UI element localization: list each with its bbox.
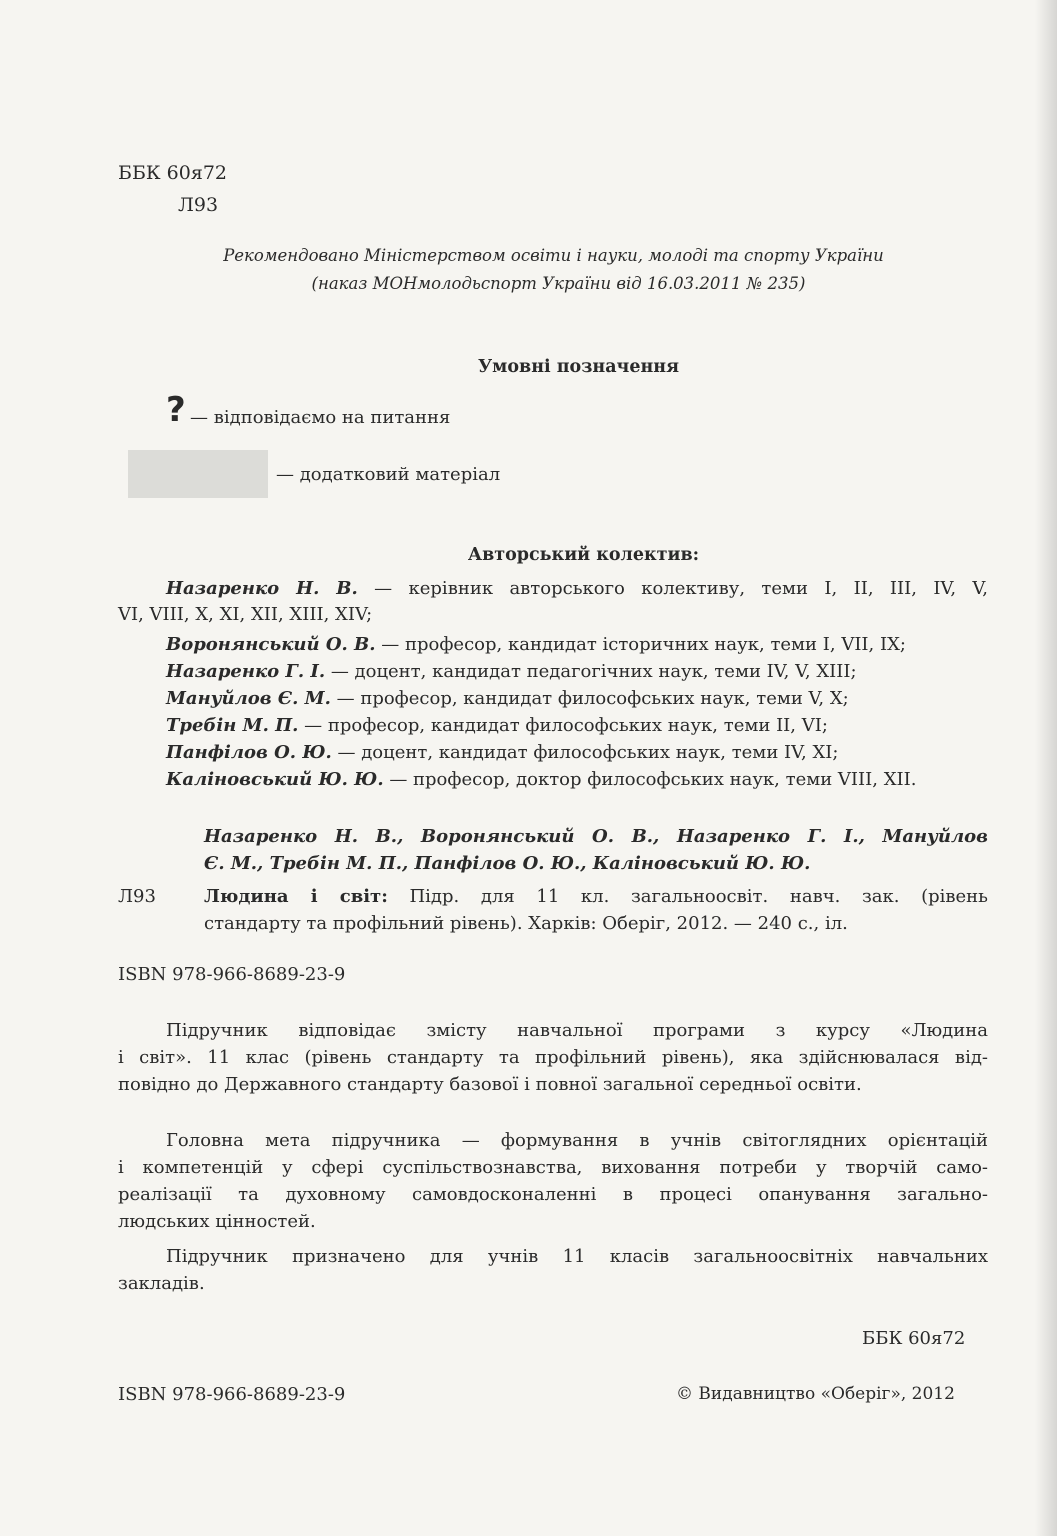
catalog-description: Підр. для 11 кл. загальноосвіт. навч. зак. (рівень (387, 886, 988, 907)
author-line (166, 634, 988, 655)
author-line (166, 688, 988, 709)
annotation-line: і світ». 11 клас (рівень стандарту та профільний рівень), яка здійснювалася від- (118, 1047, 988, 1068)
author-line (166, 769, 988, 790)
author-role: — професор, доктор философських наук, теми VIII, XII. (383, 769, 917, 790)
author-name: Воронянський О. В. (166, 634, 376, 655)
author-line (166, 742, 988, 763)
author-name: Каліновський Ю. Ю. (166, 769, 384, 790)
catalog-authors-line-1: Назаренко Н. В., Воронянський О. В., Назаренко Г. І., Мануйлов (204, 826, 988, 847)
legend-title: Умовні позначення (477, 357, 680, 377)
author-role: — професор, кандидат історичних наук, теми I, VII, IX; (375, 634, 906, 655)
book-title: Людина і світ: (204, 886, 388, 907)
author-name: Назаренко Н. В. (166, 578, 358, 599)
author-mark: Л93 (178, 194, 219, 216)
recommendation-line-2: (наказ МОНмолодьспорт України від 16.03.2011 № 235) (311, 274, 806, 293)
author-name: Требін М. П. (166, 715, 299, 736)
annotation-line: і компетенцій у сфері суспільствознавства, виховання потреби у творчій само- (118, 1157, 988, 1178)
author-line (166, 715, 988, 736)
author-line (166, 661, 988, 682)
author-role: VI, VIII, X, XI, XII, XIII, XIV; (118, 604, 373, 625)
legend-question-text: — відповідаємо на питання (190, 407, 451, 428)
scan-edge-shadow (1035, 0, 1057, 1536)
author-name: Панфілов О. Ю. (166, 742, 332, 763)
footer-bbk: ББК 60я72 (862, 1328, 966, 1349)
author-name: Мануйлов Є. М. (166, 688, 331, 709)
annotation-line: людських цінностей. (118, 1211, 316, 1232)
author-line (118, 604, 988, 625)
annotation-line: Підручник призначено для учнів 11 класів загальноосвітніх навчальних (166, 1246, 988, 1267)
bbk-classification: ББК 60я72 (118, 162, 228, 184)
author-role: — професор, кандидат философських наук, теми V, X; (330, 688, 849, 709)
catalog-title-line (204, 886, 988, 907)
catalog-authors-line-2: Є. М., Требін М. П., Панфілов О. Ю., Каліновський Ю. Ю. (204, 853, 811, 874)
author-role: — доцент, кандидат педагогічних наук, теми IV, V, XIII; (325, 661, 857, 682)
annotation-line: реалізації та духовному самовдосконаленні в процесі опанування загально- (118, 1184, 988, 1205)
annotation-line: Підручник відповідає змісту навчальної програми з курсу «Людина (166, 1020, 988, 1041)
author-name: Назаренко Г. І. (166, 661, 326, 682)
footer-isbn: ISBN 978-966-8689-23-9 (118, 1384, 346, 1405)
isbn: ISBN 978-966-8689-23-9 (118, 964, 346, 985)
catalog-description-line-2: стандарту та профільний рівень). Харків: Оберіг, 2012. — 240 с., іл. (204, 913, 848, 934)
legend-additional-text: — додатковий матеріал (276, 464, 501, 485)
catalog-code: Л93 (118, 886, 156, 907)
additional-material-swatch (128, 450, 268, 498)
annotation-line: повідно до Державного стандарту базової і повної загальної середньої освіти. (118, 1074, 862, 1095)
annotation-line: закладів. (118, 1273, 205, 1294)
author-role: — професор, кандидат философських наук, теми II, VI; (298, 715, 828, 736)
author-role: — керівник авторського колективу, теми I, II, III, IV, V, (357, 578, 988, 599)
recommendation-line-1: Рекомендовано Міністерством освіти і науки, молоді та спорту України (223, 246, 884, 265)
annotation-line: Головна мета підручника — формування в учнів світоглядних орієнтацій (166, 1130, 988, 1151)
author-line (166, 578, 988, 599)
authors-title: Авторський колектив: (467, 545, 700, 565)
question-mark-icon: ? (166, 390, 186, 430)
copyright: © Видавництво «Оберіг», 2012 (676, 1384, 955, 1404)
author-role: — доцент, кандидат философських наук, теми IV, XI; (331, 742, 839, 763)
